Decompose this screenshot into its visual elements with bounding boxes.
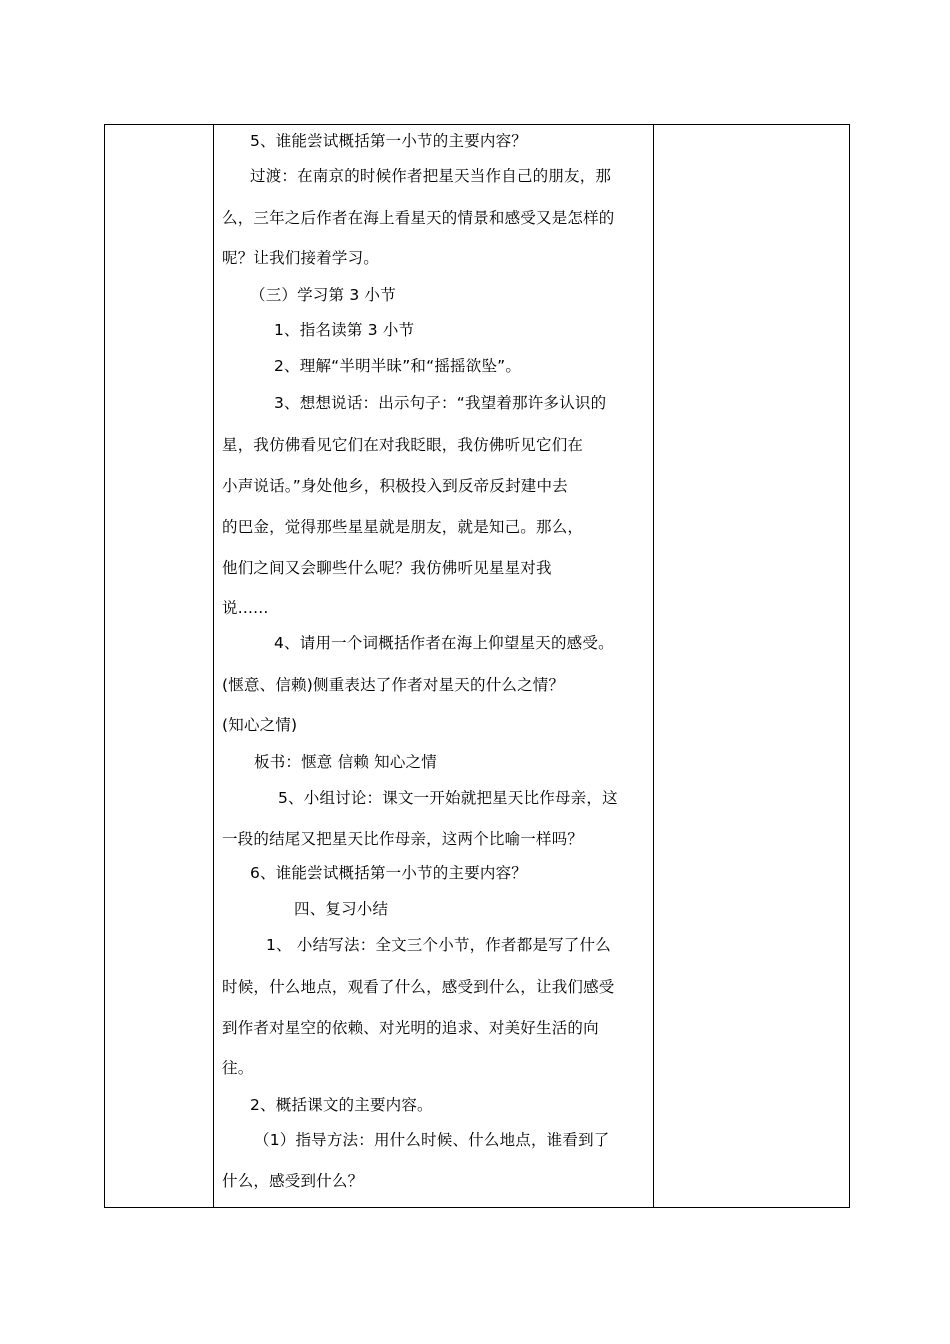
text-line: 呢？让我们接着学习。: [222, 249, 380, 267]
lesson-plan-table: [104, 124, 850, 1208]
text-line: 板书：惬意 信赖 知心之情: [254, 753, 437, 771]
text-line: 6、谁能尝试概括第一小节的主要内容？: [250, 864, 527, 882]
left-column-cell: [105, 125, 214, 1208]
text-line: 过渡：在南京的时候作者把星天当作自己的朋友，那: [250, 167, 612, 185]
content-column-cell: [214, 125, 654, 1208]
text-line: 小声说话。”身处他乡，积极投入到反帝反封建中去: [222, 477, 568, 495]
text-line: 2、概括课文的主要内容。: [250, 1096, 433, 1114]
text-line: 5、谁能尝试概括第一小节的主要内容？: [250, 132, 527, 150]
right-column-cell: [654, 125, 850, 1208]
text-line: 1、指名读第 3 小节: [274, 321, 415, 339]
text-line: 1、 小结写法：全文三个小节，作者都是写了什么: [266, 936, 611, 954]
text-line: 一段的结尾又把星天比作母亲，这两个比喻一样吗？: [222, 830, 584, 848]
text-line: 4、请用一个词概括作者在海上仰望星天的感受。: [274, 634, 614, 652]
text-line: 什么，感受到什么？: [222, 1172, 364, 1190]
text-line: （1）指导方法：用什么时候、什么地点，谁看到了: [254, 1131, 610, 1149]
text-line: 的巴金，觉得那些星星就是朋友，就是知己。那么，: [222, 518, 584, 536]
text-line: 往。: [222, 1059, 254, 1077]
text-line: （三）学习第 3 小节: [250, 286, 396, 304]
text-line: (惬意、信赖)侧重表达了作者对星天的什么之情？: [222, 676, 565, 694]
table-row: [105, 125, 850, 1208]
text-line: 到作者对星空的依赖、对光明的追求、对美好生活的向: [222, 1019, 599, 1037]
text-line: 么，三年之后作者在海上看星天的情景和感受又是怎样的: [222, 209, 615, 227]
text-line: 说......: [222, 599, 269, 617]
text-line: 四、复习小结: [294, 900, 389, 918]
text-line: (知心之情): [222, 716, 298, 734]
text-line: 他们之间又会聊些什么呢？我仿佛听见星星对我: [222, 559, 552, 577]
text-line: 3、想想说话：出示句子：“我望着那许多认识的: [274, 394, 607, 412]
text-line: 5、小组讨论：课文一开始就把星天比作母亲，这: [278, 789, 618, 807]
text-line: 2、理解“半明半昧”和“摇摇欲坠”。: [274, 357, 522, 375]
text-line: 时候，什么地点，观看了什么，感受到什么，让我们感受: [222, 978, 615, 996]
text-line: 星，我仿佛看见它们在对我眨眼，我仿佛听见它们在: [222, 436, 584, 454]
